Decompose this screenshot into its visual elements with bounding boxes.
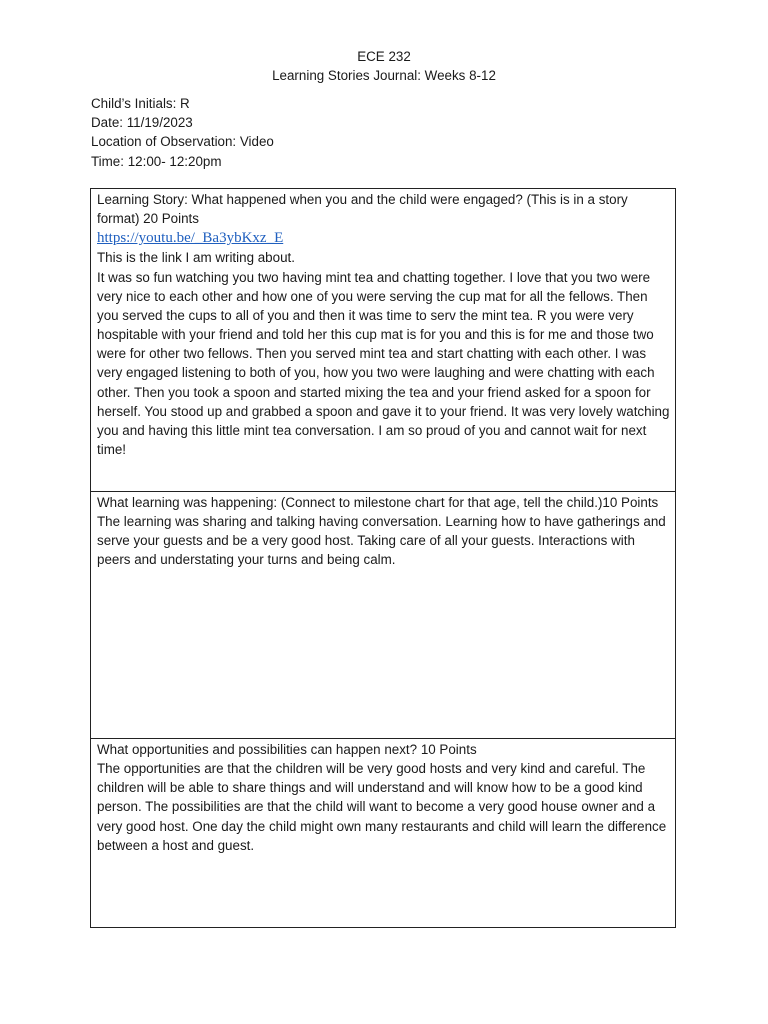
observation-time: Time: 12:00- 12:20pm: [91, 153, 222, 169]
observation-info: [91, 94, 274, 171]
learning-story-body: It was so fun watching you two having mint tea and chatting together. I love that you two were very nice to each other and how one of you were serving the cup mat for all the fellows. Then you served the cups to all of you and then it was time to serv the mint tea. R you were very hospitable with your friend and told her this cup mat is for you and this is for me and those two were for other two fellows. Then you served mint tea and start chatting with each other. I was very engaged listening to both of you, how you two were laughing and were chatting with each other. Then you took a spoon and started mixing the tea and your friend asked for a spoon for herself. You stood up and grabbed a spoon and gave it to your friend. It was very lovely watching you and having this little mint tea conversation. I am so proud of you and cannot wait for next time!: [97, 269, 670, 458]
course-code: ECE 232: [357, 49, 411, 64]
learning-story-section: [91, 189, 675, 491]
journal-table: [90, 188, 676, 928]
learning-story-prompt: Learning Story: What happened when you and the child were engaged? (This is in a story format) 20 Points: [97, 192, 628, 227]
learning-happening-prompt: What learning was happening: (Connect to milestone chart for that age, tell the child.)10 Points: [97, 495, 659, 510]
opportunities-body: The opportunities are that the children will be very good hosts and very kind and careful. The children will be able to share things and will understand and will know how to be a good kind person. The possibilities are that the child will want to become a very good house owner and a very good host. One day the child might own many restaurants and child will learn the difference between a host and guest.: [97, 761, 667, 853]
observation-location: Location of Observation: Video: [91, 134, 274, 150]
child-initials: Child’s Initials: R: [91, 96, 190, 111]
opportunities-section: [91, 738, 675, 927]
video-link[interactable]: https://youtu.be/_Ba3ybKxz_E: [97, 230, 284, 247]
document-header: [0, 47, 768, 85]
link-note: This is the link I am writing about.: [97, 250, 295, 266]
learning-happening-section: [91, 491, 675, 738]
observation-date: Date: 11/19/2023: [91, 115, 193, 131]
learning-happening-body: The learning was sharing and talking having conversation. Learning how to have gatherings and serve your guests and be a very good host. Taking care of all your guests. Interactions with peers and understating your turns and being calm.: [97, 514, 666, 568]
document-title: Learning Stories Journal: Weeks 8-12: [272, 68, 496, 83]
opportunities-prompt: What opportunities and possibilities can happen next? 10 Points: [97, 742, 477, 757]
